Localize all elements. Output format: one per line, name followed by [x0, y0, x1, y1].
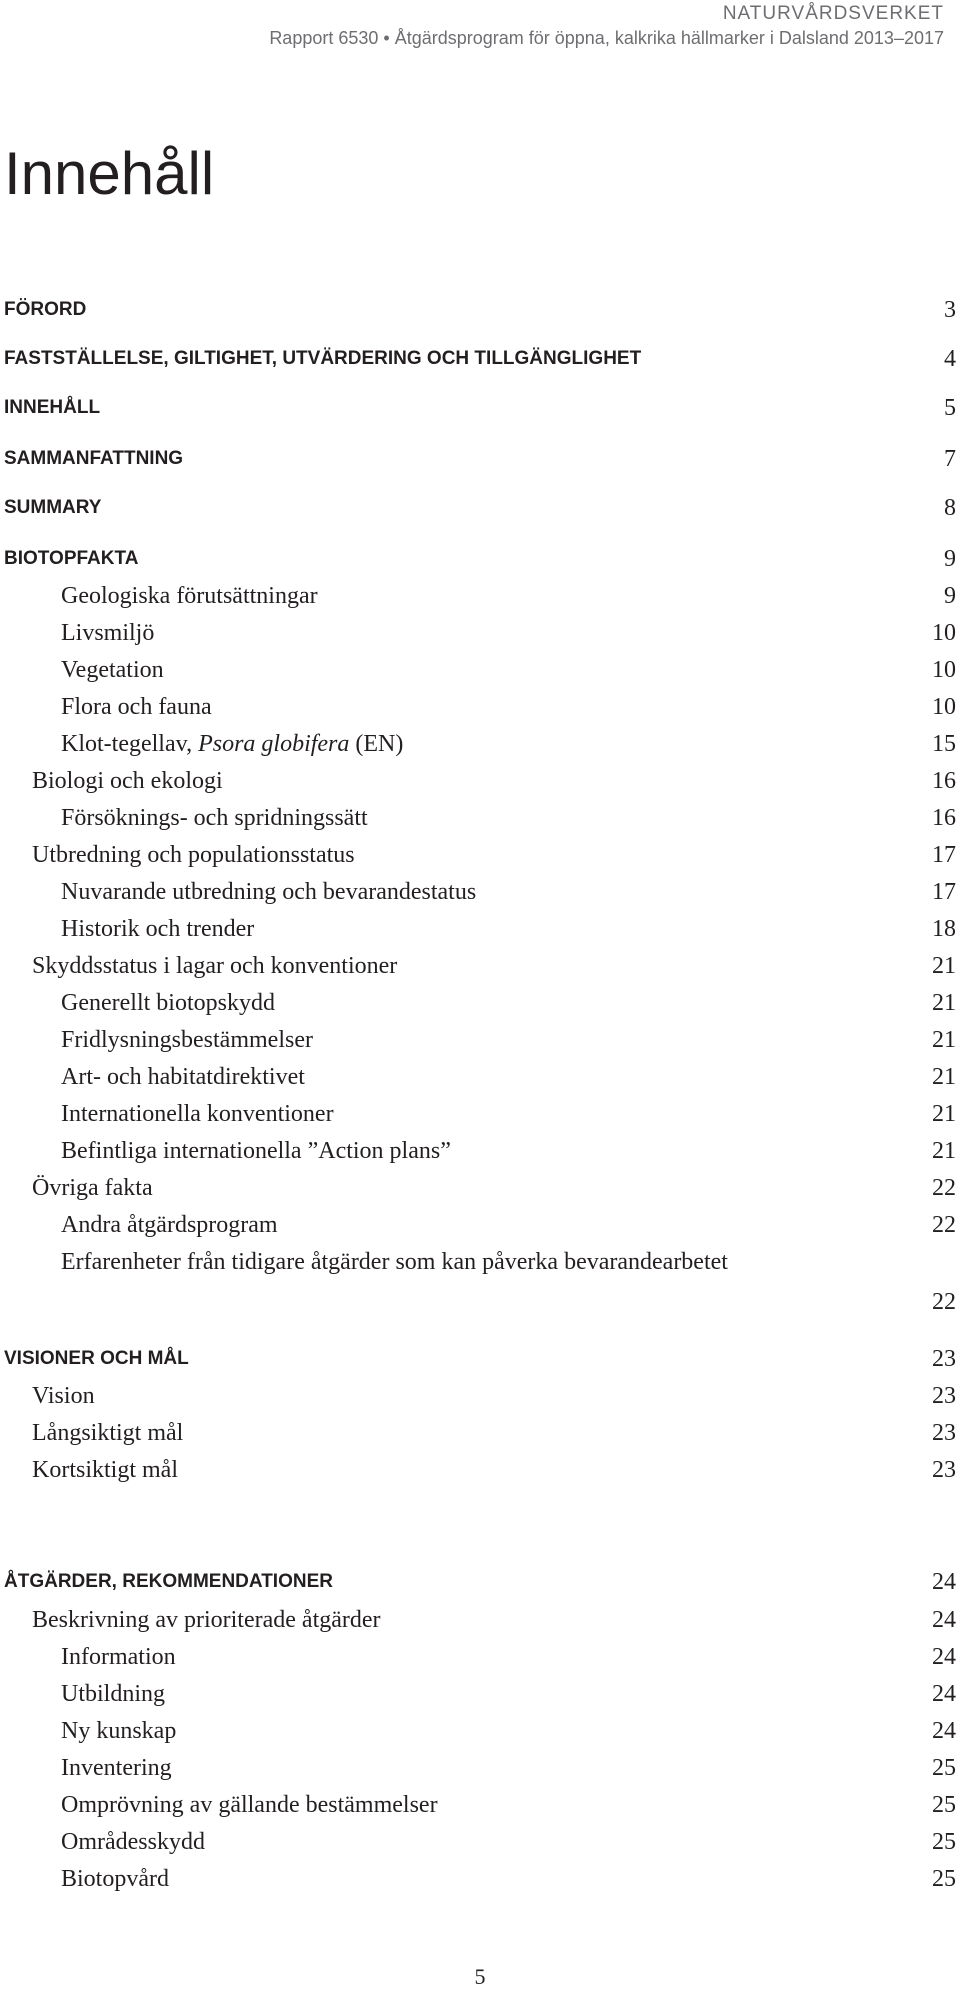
toc-entry-title — [61, 724, 403, 764]
toc-entry-title: Erfarenheter från tidigare åtgärder som kan påverka bevarandearbetet — [61, 1249, 728, 1275]
toc-entry-title: Inventering — [61, 1755, 172, 1781]
toc-entry-title: Områdesskydd — [61, 1829, 205, 1855]
toc-entry-page: 21 — [932, 1064, 956, 1090]
toc-entry-title: Befintliga internationella ”Action plans” — [61, 1138, 451, 1164]
toc-entry-page: 17 — [932, 842, 956, 868]
toc-entry-page: 8 — [944, 495, 956, 521]
toc-entry-page: 23 — [932, 1457, 956, 1483]
toc-entry[interactable] — [0, 290, 956, 330]
toc-entry[interactable] — [0, 798, 956, 838]
toc-entry[interactable] — [0, 835, 956, 875]
toc-entry-page: 18 — [932, 916, 956, 942]
toc-entry[interactable] — [0, 488, 956, 528]
toc-entry-title: Geologiska förutsättningar — [61, 583, 318, 609]
toc-entry[interactable] — [0, 539, 956, 579]
toc-entry-page: 10 — [932, 657, 956, 683]
toc-entry[interactable] — [0, 1637, 956, 1677]
toc-entry-page: 9 — [944, 546, 956, 572]
toc-entry[interactable] — [0, 1205, 956, 1245]
toc-entry-title: Vision — [32, 1383, 95, 1409]
toc-entry-title: Kortsiktigt mål — [32, 1457, 178, 1483]
toc-entry-page: 5 — [944, 395, 956, 421]
toc-entry-page: 21 — [932, 1101, 956, 1127]
toc-entry[interactable] — [0, 1674, 956, 1714]
toc-entry[interactable] — [0, 872, 956, 912]
toc-entry[interactable] — [0, 439, 956, 479]
toc-entry-title: Historik och trender — [61, 916, 255, 942]
toc-entry[interactable] — [0, 1131, 956, 1171]
toc-entry-page: 17 — [932, 879, 956, 905]
toc-entry-page: 10 — [932, 694, 956, 720]
toc-entry-title: SUMMARY — [4, 497, 102, 518]
toc-entry-page: 25 — [932, 1866, 956, 1892]
toc-entry[interactable] — [0, 1020, 956, 1060]
toc-entry-title: Skyddsstatus i lagar och konventioner — [32, 953, 398, 979]
toc-entry-title: Internationella konventioner — [61, 1101, 334, 1127]
toc-entry[interactable] — [0, 1822, 956, 1862]
toc-entry-page: 9 — [944, 583, 956, 609]
page-title: Innehåll — [4, 140, 215, 207]
toc-entry[interactable] — [0, 1711, 956, 1751]
toc-entry[interactable] — [0, 339, 956, 379]
toc-entry[interactable] — [0, 650, 956, 690]
toc-entry[interactable] — [0, 1168, 956, 1208]
toc-entry[interactable] — [0, 946, 956, 986]
toc-entry-page: 16 — [932, 805, 956, 831]
toc-entry-page: 23 — [932, 1420, 956, 1446]
toc-entry-page: 22 — [932, 1212, 956, 1238]
toc-entry-page: 24 — [932, 1607, 956, 1633]
toc-entry-title: Generellt biotopskydd — [61, 990, 275, 1016]
toc-entry-page: 24 — [932, 1718, 956, 1744]
toc-entry-page: 10 — [932, 620, 956, 646]
toc-entry-title: Flora och fauna — [61, 694, 212, 720]
toc-entry-title: BIOTOPFAKTA — [4, 548, 139, 569]
toc-entry-title: Ny kunskap — [61, 1718, 177, 1744]
toc-entry[interactable] — [0, 576, 956, 616]
toc-entry[interactable] — [0, 388, 956, 428]
toc-entry-title: Utbildning — [61, 1681, 166, 1707]
toc-entry-page: 23 — [932, 1346, 956, 1372]
toc-entry[interactable] — [0, 909, 956, 949]
toc-entry[interactable] — [0, 1094, 956, 1134]
toc-entry-page: 24 — [932, 1681, 956, 1707]
toc-entry[interactable] — [0, 724, 956, 764]
toc-entry-page: 7 — [944, 446, 956, 472]
toc-entry-title: Information — [61, 1644, 176, 1670]
toc-entry-title-suffix: (EN) — [349, 731, 404, 757]
toc-entry-page: 15 — [932, 731, 956, 757]
toc-entry-title: SAMMANFATTNING — [4, 448, 184, 469]
toc-entry-page: 25 — [932, 1755, 956, 1781]
toc-entry-title-italic: Psora globifera — [198, 731, 350, 757]
toc-entry-title: Biotopvård — [61, 1866, 169, 1892]
toc-entry-page: 21 — [932, 953, 956, 979]
publisher-name: NATURVÅRDSVERKET — [722, 3, 944, 24]
toc-entry-page: 16 — [932, 768, 956, 794]
toc-entry-title: Fridlysningsbestämmelser — [61, 1027, 313, 1053]
toc-entry-title-part: Klot-tegellav, — [61, 731, 199, 757]
toc-entry-page: 25 — [932, 1829, 956, 1855]
toc-entry[interactable] — [0, 1748, 956, 1788]
toc-entry-title: ÅTGÄRDER, REKOMMENDATIONER — [4, 1571, 333, 1592]
toc-entry-title: VISIONER OCH MÅL — [4, 1348, 189, 1369]
report-title: Rapport 6530 • Åtgärdsprogram för öppna, kalkrika hällmarker i Dalsland 2013–2017 — [269, 28, 944, 48]
toc-entry[interactable] — [0, 1562, 956, 1602]
toc-entry[interactable] — [0, 983, 956, 1023]
toc-entry[interactable] — [0, 1376, 956, 1416]
toc-entry-page: 3 — [944, 297, 956, 323]
toc-entry-title: Långsiktigt mål — [32, 1420, 184, 1446]
toc-entry[interactable] — [0, 687, 956, 727]
toc-entry-page: 21 — [932, 1138, 956, 1164]
toc-entry[interactable] — [0, 1450, 956, 1490]
toc-entry-title: Försöknings- och spridningssätt — [61, 805, 368, 831]
page-number: 5 — [474, 1964, 486, 1989]
toc-entry-title: Omprövning av gällande bestämmelser — [61, 1792, 438, 1818]
toc-entry-page: 23 — [932, 1383, 956, 1409]
running-header — [269, 0, 944, 50]
toc-entry-page: 21 — [932, 1027, 956, 1053]
toc-entry-title: Vegetation — [61, 657, 164, 683]
toc-entry[interactable] — [0, 1242, 956, 1322]
toc-entry-title: FÖRORD — [4, 299, 87, 320]
toc-entry-title: Andra åtgärdsprogram — [61, 1212, 278, 1238]
toc-entry-title: Beskrivning av prioriterade åtgärder — [32, 1607, 381, 1633]
toc-entry-title: Övriga fakta — [32, 1175, 153, 1201]
toc-entry[interactable] — [0, 613, 956, 653]
toc-entry[interactable] — [0, 1600, 956, 1640]
toc-entry-title: INNEHÅLL — [4, 397, 101, 418]
toc-entry-page: 21 — [932, 990, 956, 1016]
toc-entry[interactable] — [0, 1057, 956, 1097]
toc-entry-title: Art- och habitatdirektivet — [61, 1064, 305, 1090]
toc-entry-page: 22 — [932, 1175, 956, 1201]
toc-entry[interactable] — [0, 1859, 956, 1899]
toc-entry-page: 25 — [932, 1792, 956, 1818]
toc-entry[interactable] — [0, 1413, 956, 1453]
toc-entry-page: 4 — [944, 346, 956, 372]
toc-entry-page: 24 — [932, 1569, 956, 1595]
toc-entry[interactable] — [0, 761, 956, 801]
toc-entry-page: 24 — [932, 1644, 956, 1670]
toc-entry-page: 22 — [932, 1289, 956, 1315]
toc-entry-title: Utbredning och populationsstatus — [32, 842, 355, 868]
toc-entry[interactable] — [0, 1339, 956, 1379]
toc-entry-title: Nuvarande utbredning och bevarandestatus — [61, 879, 477, 905]
toc-entry-title: Livsmiljö — [61, 620, 155, 646]
toc-entry[interactable] — [0, 1785, 956, 1825]
toc-entry-title: FASTSTÄLLELSE, GILTIGHET, UTVÄRDERING OCH TILLGÄNGLIGHET — [4, 348, 642, 369]
toc-entry-title: Biologi och ekologi — [32, 768, 223, 794]
